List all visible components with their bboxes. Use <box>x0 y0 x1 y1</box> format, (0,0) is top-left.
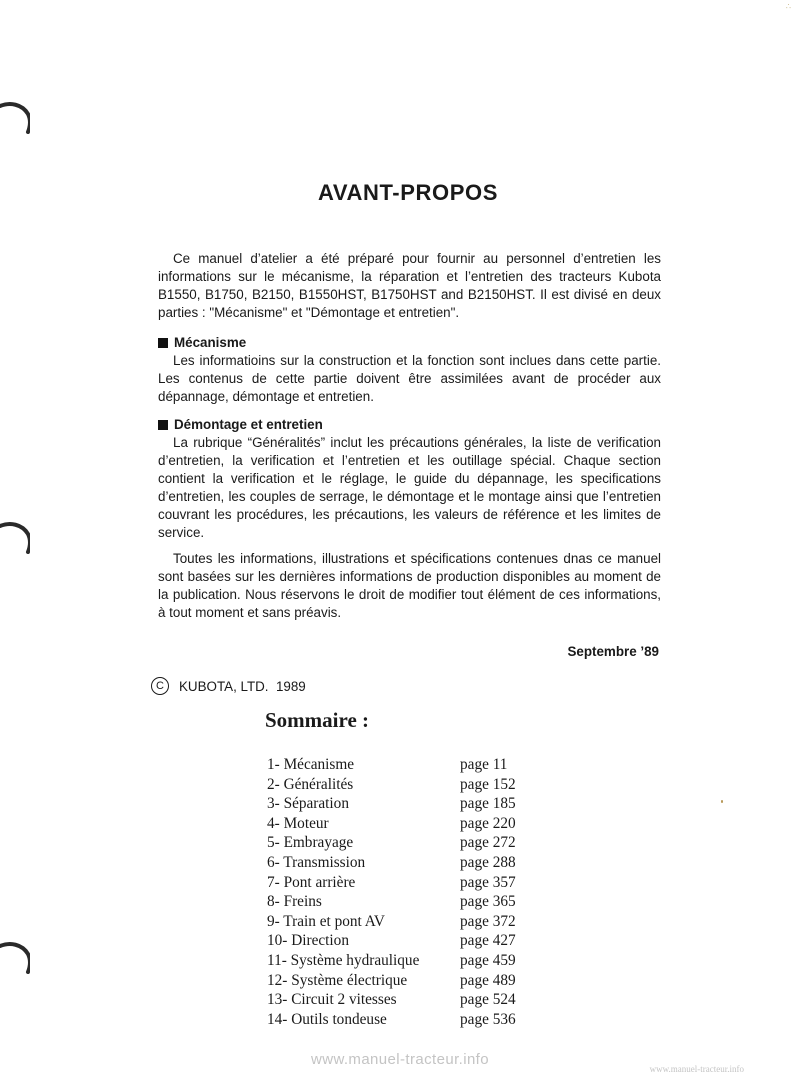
intro-paragraph: Ce manuel d’atelier a été préparé pour fournir au personnel d’entretien les informations sur le mécanisme, la réparation et l’entretien des tracteurs Kubota B1550, B1750, B2150, B1550HST, B1750HST and B2150HST. Il est divisé en deux parties : "Mécanisme" et "Démontage et entretien". <box>158 251 661 320</box>
toc-row <box>267 873 540 893</box>
toc-item-page: page 459 <box>460 951 516 969</box>
toc-row <box>267 892 540 912</box>
toc-item-page: page 524 <box>460 991 516 1009</box>
toc-item-page: page 427 <box>460 932 516 950</box>
toc-row <box>267 971 540 991</box>
toc-item-page: page 489 <box>460 971 516 989</box>
table-of-contents <box>267 755 540 1029</box>
toc-row <box>267 951 540 971</box>
toc-row <box>267 1010 540 1030</box>
toc-row <box>267 814 540 834</box>
punch-hole-middle-icon <box>0 520 30 554</box>
toc-item-page: page 272 <box>460 834 516 852</box>
toc-row <box>267 794 540 814</box>
toc-item-page: page 536 <box>460 1010 516 1028</box>
section-heading <box>158 334 661 352</box>
scan-speck <box>721 800 723 803</box>
toc-item-name: 10- Direction <box>267 932 349 950</box>
toc-item-name: 11- Système hydraulique <box>267 951 420 969</box>
section-mecanisme <box>158 334 661 406</box>
toc-item-name: 12- Système électrique <box>267 971 408 989</box>
toc-item-page: page 185 <box>460 795 516 813</box>
toc-row <box>267 853 540 873</box>
punch-hole-top-icon <box>0 100 30 134</box>
toc-item-name: 6- Transmission <box>267 853 366 871</box>
toc-row <box>267 833 540 853</box>
document-date: Septembre ’89 <box>567 644 659 659</box>
toc-row <box>267 755 540 775</box>
copyright-text: KUBOTA, LTD. 1989 <box>179 678 306 694</box>
toc-item-name: 9- Train et pont AV <box>267 912 385 930</box>
toc-item-page: page 357 <box>460 873 516 891</box>
toc-item-name: 13- Circuit 2 vitesses <box>267 991 397 1009</box>
section-body: La rubrique “Généralités” inclut les précautions générales, la liste de verification d’entretien, la verification et l’entretien et les outillage spécial. Chaque section contient la verification et le réglage, le guide du dépannage, les specifications d’entretien, les couples de serrage, le démontage et le montage ainsi que l’entretien couvrant les procédures, les précautions, les valeurs de référence et les limites de service. <box>158 435 661 540</box>
toc-item-name: 8- Freins <box>267 893 322 911</box>
corner-dots-mark: ∴ <box>785 2 792 11</box>
toc-item-name: 2- Généralités <box>267 775 354 793</box>
section-body: Les informatioins sur la construction et la fonction sont inclues dans cette partie. Les contenus de cette partie doivent être assimilées avant de procéder aux dépannage, démontage et entretien. <box>158 353 661 404</box>
square-bullet-icon <box>158 338 168 348</box>
section-demontage <box>158 416 661 542</box>
footer-watermark-url: www.manuel-tracteur.info <box>310 1051 489 1068</box>
toc-item-name: 3- Séparation <box>267 795 349 813</box>
toc-row <box>267 912 540 932</box>
toc-item-page: page 372 <box>460 912 516 930</box>
toc-item-page: page 220 <box>460 814 516 832</box>
copyright-line <box>151 677 306 695</box>
section-heading-text: Mécanisme <box>174 335 247 350</box>
section-heading <box>158 416 661 434</box>
toc-item-page: page 365 <box>460 893 516 911</box>
toc-item-name: 5- Embrayage <box>267 834 354 852</box>
toc-row <box>267 775 540 795</box>
footer-small-url: www.manuel-tracteur.info <box>649 1064 744 1074</box>
toc-item-page: page 152 <box>460 775 516 793</box>
page-title: AVANT-PROPOS <box>318 180 498 205</box>
toc-row <box>267 990 540 1010</box>
toc-item-name: 4- Moteur <box>267 814 329 832</box>
toc-item-name: 1- Mécanisme <box>267 756 355 773</box>
toc-item-name: 14- Outils tondeuse <box>267 1010 387 1028</box>
section-heading-text: Démontage et entretien <box>174 417 323 432</box>
toc-title: Sommaire : <box>265 708 370 732</box>
closing-paragraph: Toutes les informations, illustrations et spécifications contenues dnas ce manuel sont basées sur les dernières informations de production disponibles au moment de la publication. Nous réservons le droit de modifier tout élément de ces informations, à tout moment et sans préavis. <box>158 551 661 620</box>
punch-hole-bottom-icon <box>0 940 30 974</box>
toc-item-page: page 288 <box>460 853 516 871</box>
copyright-icon: C <box>151 677 169 695</box>
toc-item-page: page 11 <box>460 756 508 773</box>
toc-row <box>267 931 540 951</box>
toc-item-name: 7- Pont arrière <box>267 873 356 891</box>
square-bullet-icon <box>158 420 168 430</box>
